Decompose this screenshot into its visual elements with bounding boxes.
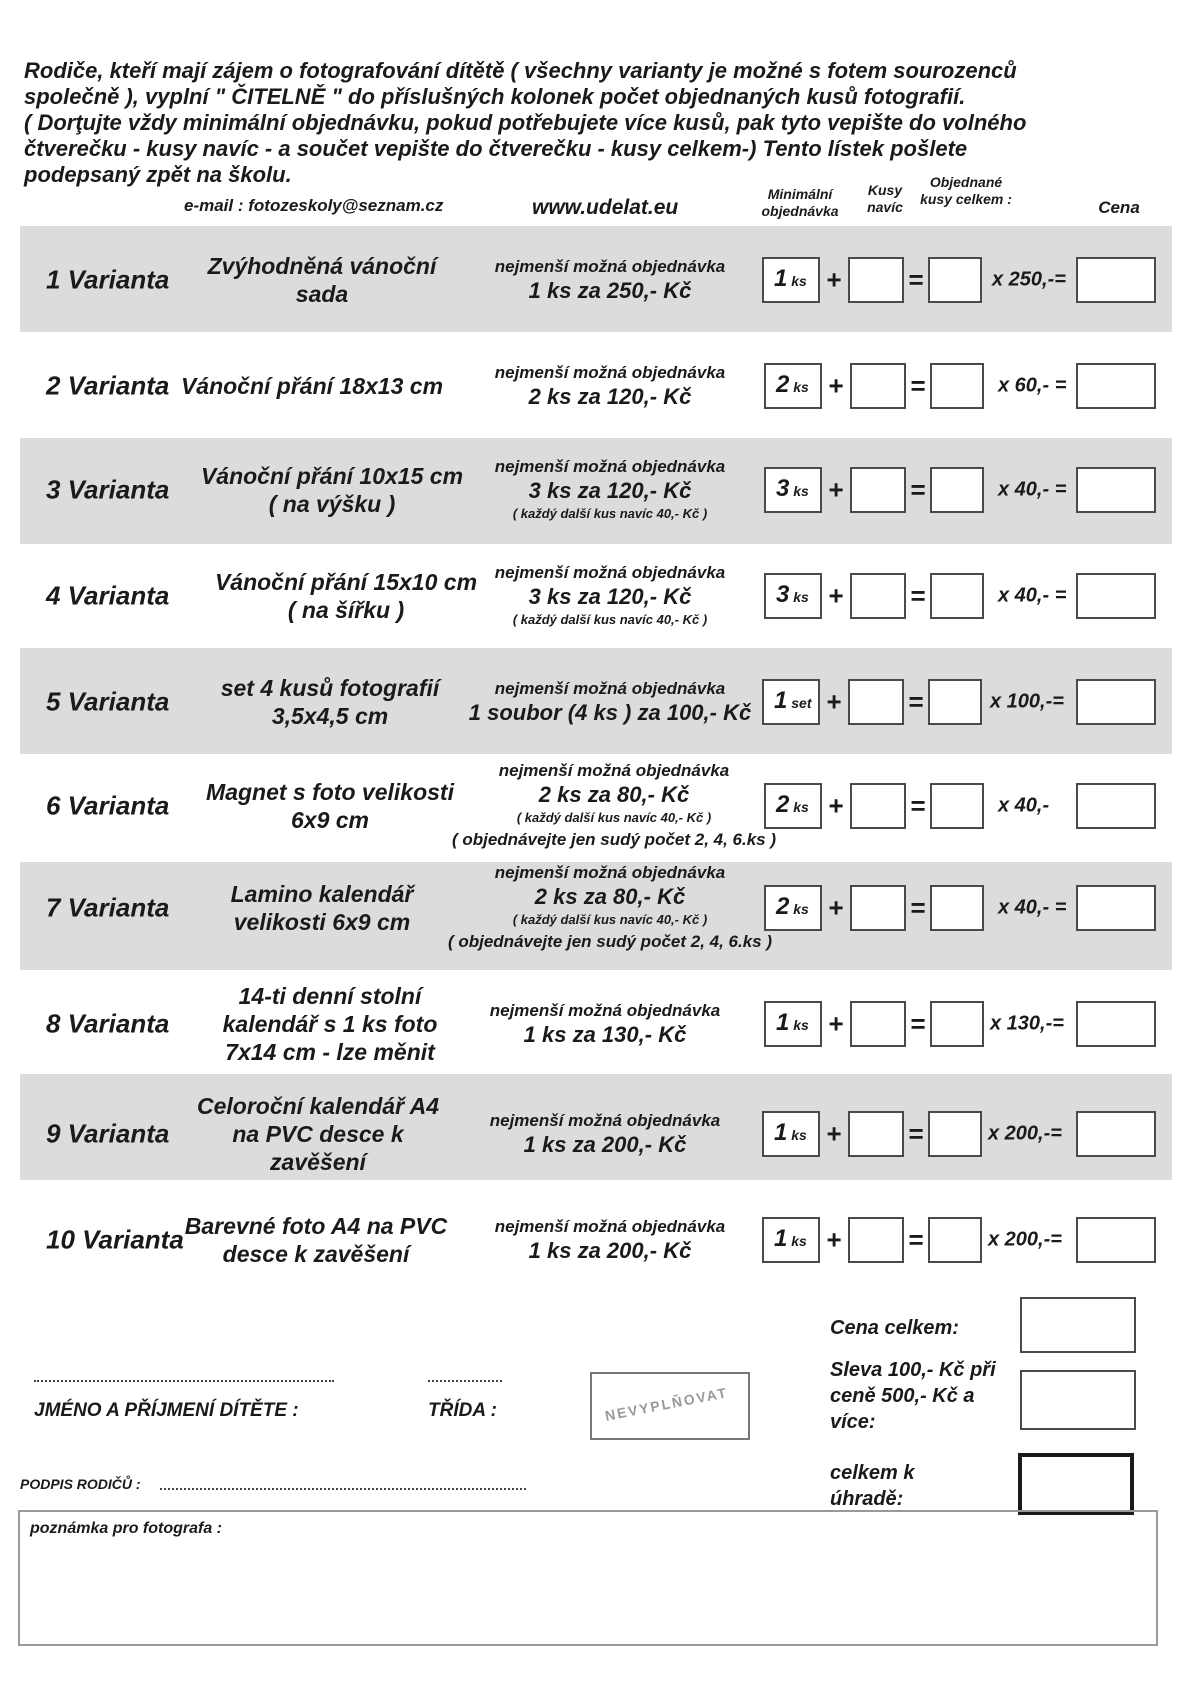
variant-minimum-order	[420, 562, 800, 630]
minimum-quantity: 2	[776, 893, 790, 920]
variant-label: 4 Varianta	[46, 580, 170, 611]
intro-text	[24, 58, 1144, 188]
unit-price-multiplier: x 40,- =	[998, 584, 1067, 607]
total-quantity-field[interactable]	[930, 363, 984, 409]
plus-sign: +	[828, 790, 844, 821]
equals-sign: =	[910, 790, 926, 821]
unit-price-multiplier: x 200,-=	[988, 1122, 1062, 1145]
variant-minimum-order	[420, 862, 800, 954]
equals-sign: =	[910, 580, 926, 611]
minimum-unit: ks	[787, 1127, 807, 1143]
variant-product: Vánoční přání 18x13 cm	[180, 373, 444, 399]
order-text: ( každý další kus navíc 40,- Kč )	[512, 612, 708, 627]
minimum-quantity: 2	[776, 791, 790, 818]
extra-quantity-field[interactable]	[850, 885, 906, 931]
order-text: 2 ks za 80,- Kč	[538, 782, 690, 807]
minimum-quantity-box	[762, 1111, 820, 1157]
order-text: 3 ks za 120,- Kč	[528, 478, 692, 503]
unit-price-multiplier: x 250,-=	[992, 268, 1066, 291]
minimum-unit: ks	[789, 1017, 809, 1033]
minimum-quantity-box	[764, 467, 822, 513]
variant-label: 6 Varianta	[46, 790, 170, 821]
order-text: 1 ks za 200,- Kč	[528, 1238, 692, 1263]
total-quantity-field[interactable]	[928, 1217, 982, 1263]
variant-product: Vánoční přání 10x15 cm ( na výšku )	[200, 463, 464, 517]
price-field[interactable]	[1076, 573, 1156, 619]
minimum-quantity-box	[762, 257, 820, 303]
variant-label: 10 Varianta	[46, 1224, 184, 1255]
price-field[interactable]	[1076, 783, 1156, 829]
equals-sign: =	[910, 892, 926, 923]
minimum-quantity: 1	[774, 1225, 788, 1252]
variant-minimum-order	[420, 256, 800, 304]
discount-field[interactable]	[1020, 1370, 1136, 1430]
website-link[interactable]: www.udelat.eu	[532, 196, 679, 219]
variant-label: 7 Varianta	[46, 892, 170, 923]
plus-sign: +	[828, 1008, 844, 1039]
plus-sign: +	[826, 686, 842, 717]
order-text: 1 ks za 200,- Kč	[523, 1132, 687, 1157]
price-field[interactable]	[1076, 1111, 1156, 1157]
column-header-total: Objednané kusy celkem :	[920, 174, 1012, 207]
order-text: 1 ks za 250,- Kč	[528, 278, 692, 303]
photographer-note-label: poznámka pro fotografa :	[30, 1520, 223, 1537]
order-text: 2 ks za 120,- Kč	[528, 384, 692, 409]
parent-signature-label: PODPIS RODIČŮ :	[20, 1476, 141, 1492]
extra-quantity-field[interactable]	[850, 573, 906, 619]
total-price-label: Cena celkem:	[830, 1317, 959, 1339]
order-text: ( každý další kus navíc 40,- Kč )	[512, 912, 708, 927]
equals-sign: =	[910, 474, 926, 505]
order-text: nejmenší možná objednávka	[494, 679, 726, 698]
minimum-quantity: 3	[776, 581, 790, 608]
order-text: nejmenší možná objednávka	[494, 363, 726, 382]
order-text: 1 soubor (4 ks ) za 100,- Kč	[468, 700, 752, 725]
total-price-field[interactable]	[1020, 1297, 1136, 1353]
equals-sign: =	[910, 1008, 926, 1039]
minimum-quantity-box	[764, 1001, 822, 1047]
variant-label: 9 Varianta	[46, 1118, 170, 1149]
intro-line: ( Dorţujte vždy minimální objednávku, pokud potřebujete více kusů, pak tyto vepište do volného	[24, 110, 1027, 135]
price-field[interactable]	[1076, 1001, 1156, 1047]
total-quantity-field[interactable]	[930, 467, 984, 513]
order-text: nejmenší možná objednávka	[489, 1111, 721, 1130]
variant-minimum-order	[420, 362, 800, 410]
minimum-quantity-box	[764, 573, 822, 619]
order-text: ( každý další kus navíc 40,- Kč )	[516, 810, 712, 825]
order-text: 2 ks za 80,- Kč	[534, 884, 686, 909]
column-header-extra: Kusy navíc	[867, 182, 903, 215]
equals-sign: =	[908, 264, 924, 295]
order-text: nejmenší možná objednávka	[494, 563, 726, 582]
minimum-quantity: 1	[774, 687, 788, 714]
column-header-minimum: Minimální objednávka	[761, 186, 839, 219]
intro-line: čtverečku - kusy navíc - a součet vepište do čtverečku - kusy celkem-) Tento lístek pošlete	[24, 136, 968, 161]
plus-sign: +	[828, 580, 844, 611]
total-quantity-field[interactable]	[928, 1111, 982, 1157]
minimum-unit: ks	[789, 901, 809, 917]
variant-minimum-order	[420, 1216, 800, 1264]
unit-price-multiplier: x 200,-=	[988, 1228, 1062, 1251]
unit-price-multiplier: x 40,- =	[998, 896, 1067, 919]
extra-quantity-field[interactable]	[850, 467, 906, 513]
unit-price-multiplier: x 60,- =	[998, 374, 1067, 397]
minimum-unit: ks	[789, 379, 809, 395]
equals-sign: =	[910, 370, 926, 401]
extra-quantity-field[interactable]	[850, 1001, 906, 1047]
order-text: nejmenší možná objednávka	[494, 457, 726, 476]
extra-quantity-field[interactable]	[848, 679, 904, 725]
extra-quantity-field[interactable]	[848, 257, 904, 303]
minimum-quantity: 1	[776, 1009, 790, 1036]
extra-quantity-field[interactable]	[848, 1111, 904, 1157]
minimum-unit: ks	[787, 1233, 807, 1249]
amount-due-field[interactable]	[1018, 1453, 1134, 1515]
order-text: 1 ks za 130,- Kč	[523, 1022, 687, 1047]
total-quantity-field[interactable]	[930, 573, 984, 619]
child-name-label: JMÉNO A PŘÍJMENÍ DÍTĚTE :	[34, 1400, 299, 1421]
minimum-unit: set	[787, 695, 812, 711]
unit-price-multiplier: x 130,-=	[990, 1012, 1064, 1035]
variant-minimum-order	[420, 456, 800, 524]
order-text: ( každý další kus navíc 40,- Kč )	[512, 506, 708, 521]
plus-sign: +	[826, 1118, 842, 1149]
variant-label: 3 Varianta	[46, 474, 170, 505]
order-text: ( objednávejte jen sudý počet 2, 4, 6.ks )	[447, 932, 773, 951]
total-quantity-field[interactable]	[930, 885, 984, 931]
intro-line: podepsaný zpět na školu.	[24, 162, 292, 187]
minimum-quantity-box	[764, 783, 822, 829]
plus-sign: +	[826, 1224, 842, 1255]
total-quantity-field[interactable]	[930, 783, 984, 829]
total-quantity-field[interactable]	[928, 257, 982, 303]
discount-label: Sleva 100,- Kč při ceně 500,- Kč a více:	[830, 1359, 996, 1433]
variant-label: 2 Varianta	[46, 370, 170, 401]
variant-product: Vánoční přání 15x10 cm ( na šířku )	[214, 569, 478, 623]
minimum-unit: ks	[789, 589, 809, 605]
extra-quantity-field[interactable]	[850, 363, 906, 409]
amount-due-label: celkem k úhradě:	[830, 1462, 915, 1510]
variant-minimum-order	[415, 1000, 795, 1048]
variant-product: Celoroční kalendář A4 na PVC desce k zavěšení	[196, 1093, 439, 1175]
extra-quantity-field[interactable]	[848, 1217, 904, 1263]
minimum-quantity-box	[762, 1217, 820, 1263]
price-field[interactable]	[1076, 885, 1156, 931]
order-text: nejmenší možná objednávka	[494, 863, 726, 882]
variant-label: 8 Varianta	[46, 1008, 170, 1039]
unit-price-multiplier: x 100,-=	[990, 690, 1064, 713]
total-quantity-field[interactable]	[928, 679, 982, 725]
plus-sign: +	[828, 474, 844, 505]
variant-minimum-order	[420, 678, 800, 726]
order-text: ( objednávejte jen sudý počet 2, 4, 6.ks )	[451, 830, 777, 849]
price-field[interactable]	[1076, 679, 1156, 725]
total-quantity-field[interactable]	[930, 1001, 984, 1047]
minimum-quantity: 3	[776, 475, 790, 502]
price-field[interactable]	[1076, 1217, 1156, 1263]
order-text: nejmenší možná objednávka	[494, 1217, 726, 1236]
plus-sign: +	[826, 264, 842, 295]
extra-quantity-field[interactable]	[850, 783, 906, 829]
signature-line[interactable]	[160, 1488, 526, 1490]
variant-label: 5 Varianta	[46, 686, 170, 717]
variant-minimum-order	[424, 760, 804, 852]
class-label: TŘÍDA :	[428, 1400, 497, 1421]
stamp-text: NEVYPLŇOVAT	[603, 1384, 730, 1424]
equals-sign: =	[908, 686, 924, 717]
variant-label: 1 Varianta	[46, 264, 170, 295]
contact-email: e-mail : fotozeskoly@seznam.cz	[184, 196, 444, 215]
office-use-stamp	[590, 1372, 750, 1440]
minimum-quantity: 1	[774, 1119, 788, 1146]
minimum-quantity: 2	[776, 371, 790, 398]
variant-product: Lamino kalendář velikosti 6x9 cm	[230, 881, 414, 935]
variant-minimum-order	[415, 1110, 795, 1158]
equals-sign: =	[908, 1118, 924, 1149]
unit-price-multiplier: x 40,-	[998, 794, 1050, 817]
intro-line: Rodiče, kteří mají zájem o fotografování dítětě ( všechny varianty je možné s fotem sourozenců	[24, 58, 1017, 83]
name-line[interactable]	[34, 1380, 334, 1382]
equals-sign: =	[908, 1224, 924, 1255]
price-field[interactable]	[1076, 467, 1156, 513]
variant-product: Zvýhodněná vánoční sada	[207, 253, 437, 307]
variant-product: Barevné foto A4 na PVC desce k zavěšení	[184, 1213, 448, 1267]
minimum-quantity: 1	[774, 265, 788, 292]
price-field[interactable]	[1076, 363, 1156, 409]
minimum-quantity-box	[764, 363, 822, 409]
order-text: nejmenší možná objednávka	[489, 1001, 721, 1020]
variant-product: Magnet s foto velikosti 6x9 cm	[206, 779, 454, 833]
minimum-unit: ks	[789, 799, 809, 815]
variant-product: set 4 kusů fotografií 3,5x4,5 cm	[220, 675, 440, 729]
variant-product: 14-ti denní stolní kalendář s 1 ks foto 7x14 cm - lze měnit	[222, 983, 438, 1065]
order-text: nejmenší možná objednávka	[498, 761, 730, 780]
column-header-price: Cena	[1098, 198, 1140, 217]
class-line[interactable]	[428, 1380, 502, 1382]
price-field[interactable]	[1076, 257, 1156, 303]
plus-sign: +	[828, 370, 844, 401]
order-text: nejmenší možná objednávka	[494, 257, 726, 276]
minimum-quantity-box	[764, 885, 822, 931]
minimum-quantity-box	[762, 679, 820, 725]
minimum-unit: ks	[787, 273, 807, 289]
photographer-note-box[interactable]	[18, 1510, 1158, 1646]
intro-line: společně ), vyplní " ČITELNĚ " do příslušných kolonek počet objednaných kusů fotografií.	[24, 84, 966, 109]
order-text: 3 ks za 120,- Kč	[528, 584, 692, 609]
plus-sign: +	[828, 892, 844, 923]
minimum-unit: ks	[789, 483, 809, 499]
unit-price-multiplier: x 40,- =	[998, 478, 1067, 501]
